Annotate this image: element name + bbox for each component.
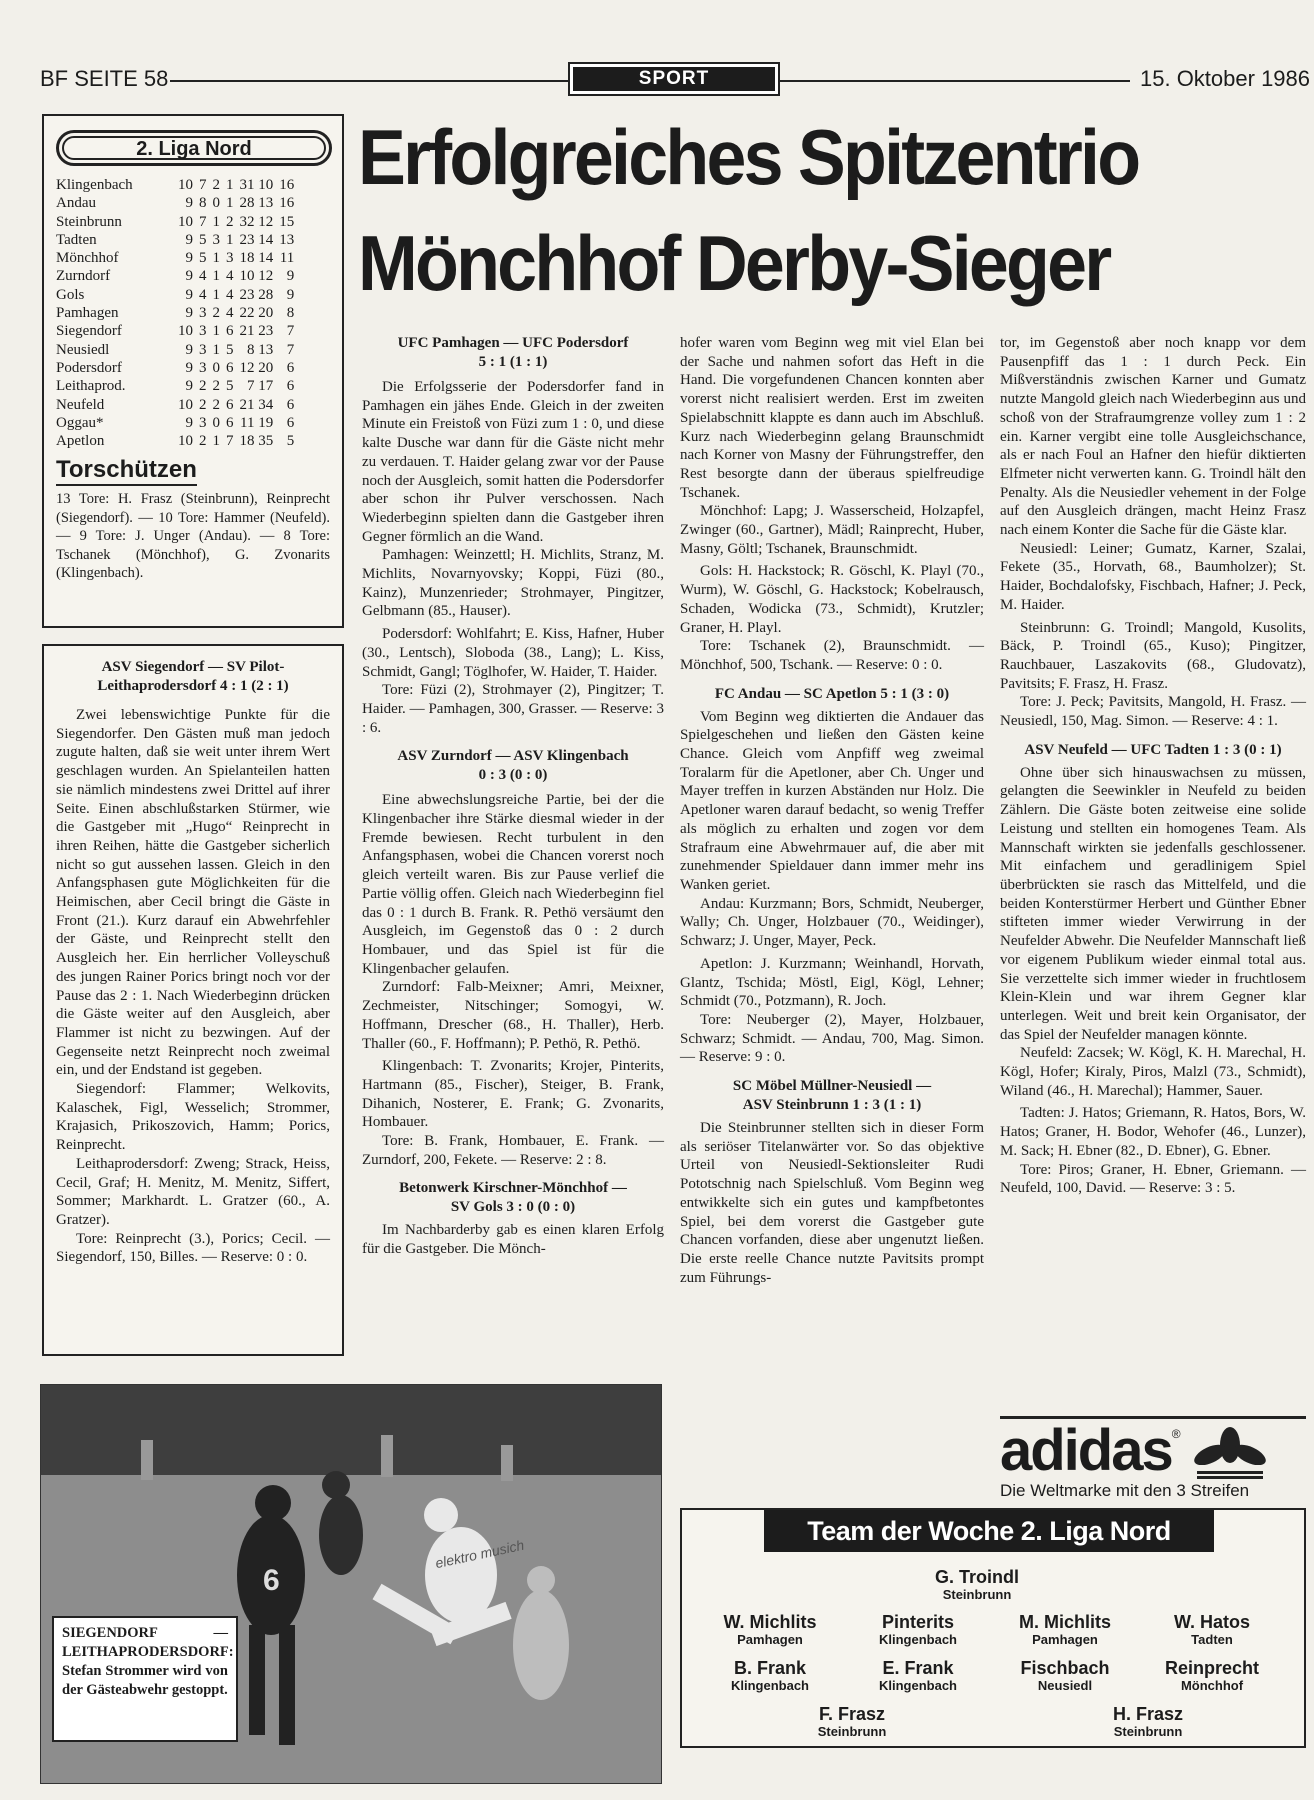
player-club: Steinbrunn — [817, 1724, 887, 1739]
player-card — [838, 1658, 998, 1694]
player-name: H. Frasz — [1112, 1704, 1184, 1724]
match-goals: Tore: Piros; Graner, H. Ebner, Griemann. — Neufeld, 100, David. — Reserve: 3 : 5. — [1000, 1161, 1306, 1197]
standings-l: 6 — [226, 359, 234, 376]
standings-pts: 7 — [286, 341, 295, 358]
standings-d: 0 — [212, 359, 220, 376]
player-club: Klingenbach — [878, 1632, 957, 1647]
lineup-away: Gols: H. Hackstock; R. Göschl, K. Playl (70., Wurm), W. Göschl, G. Hackstock; Kobelrausch, Schaden, Wodicka (73., Schmidt), Krutzler; Graner, H. Playl. — [680, 563, 984, 636]
player-club: Pamhagen — [1032, 1632, 1098, 1647]
standings-row — [56, 359, 294, 377]
standings-w: 4 — [199, 286, 207, 303]
standings-l: 2 — [226, 213, 234, 230]
standings-g: 10 — [178, 396, 193, 413]
standings-d: 1 — [212, 268, 220, 285]
column-3 — [680, 334, 984, 1287]
lineup-home: Pamhagen: Weinzettl; H. Michlits, Stranz, M. Michlits, Novarnyovsky; Koppi, Füzi (80., Kainz), Munzenrieder; Strohmayer, Pingitzer, Gelbmann (85., Hauser). — [362, 547, 664, 620]
match-report: Vom Beginn weg diktierten die Andauer das Spielgeschehen und ließen den Gästen keine Chance. Gleich vom Anpfiff weg zweimal Toralarm für die Apetloner, aber Ch. Unger und Mayer treffen in kurzen Abständen nur Holz. Die Apetloner waren darauf bedacht, so wenig Treffer als möglich zu erhalten und zogen vor dem Strafraum eine Abwehrmauer auf, die aber mit zunehmender Spieldauer dann immer mehr ins Wanken geriet. — [680, 708, 984, 893]
standings-l: 3 — [226, 250, 234, 267]
standings-w: 2 — [199, 433, 207, 450]
standings-w: 8 — [199, 195, 207, 212]
headline-line2: Mönchhof Derby-Sieger — [358, 219, 1110, 307]
shirt-sponsor-text: elektro musich — [433, 1536, 526, 1572]
standings-table — [56, 176, 294, 450]
player-club: Steinbrunn — [942, 1587, 1012, 1602]
standings-w: 7 — [199, 213, 207, 230]
standings-l: 4 — [226, 268, 234, 285]
player-name: M. Michlits — [1018, 1612, 1111, 1632]
match-report-continued: hofer waren vom Beginn weg mit viel Elan bei der Sache und nahmen sofort das Heft in die Hand. Die vorgefundenen Chancen konnten aber vorerst nicht realisiert werden. Erst im zweiten Spielabschnitt klappte es dann auch im Abschluß. Kurz nach Wiederbeginn gelang Braunschmidt nach Korner von Masny der Führungstreffer, den Rest besorgte dann der überaus spielfreudige Tschanek. — [680, 335, 984, 501]
match-title: Betonwerk Kirschner-Mönchhof — — [399, 1180, 627, 1197]
standings-d: 2 — [212, 378, 220, 395]
standings-l: 6 — [226, 414, 234, 431]
standings-w: 3 — [199, 305, 207, 322]
standings-goals: 10 12 — [239, 268, 274, 285]
standings-goals: 31 10 — [239, 177, 274, 193]
standings-g: 9 — [185, 378, 193, 395]
match-report: Die Erfolgsserie der Podersdorfer fand in Pamhagen ein jähes Ende. Gleich in der zweiten Minute ein Freistoß von Füzi zum 1 : 0, und diese kalte Dusche war dann für die Gäste nicht mehr zu verdauen. T. Haider gelang zwar vor der Pause noch der Ausgleich, somit hatten die Podersdorfer aber schon ihr Pulver verschossen. Nach Wiederbeginn spielten dann die Gastgeber ihren Gegner förmlich an die Wand. — [362, 379, 664, 545]
standings-goals: 7 17 — [247, 378, 274, 395]
standings-l: 4 — [226, 286, 234, 303]
player-name: G. Troindl — [935, 1567, 1019, 1587]
standings-row — [56, 176, 294, 194]
registered-mark: ® — [1171, 1427, 1181, 1441]
standings-d: 2 — [212, 177, 220, 193]
player-name: E. Frank — [882, 1658, 954, 1678]
match-title: ASV Siegendorf — SV Pilot-Leithaprodersdorf 4 : 1 (2 : 1) — [97, 659, 289, 694]
match-goals: Tore: B. Frank, Hombauer, E. Frank. — Zurndorf, 200, Fekete. — Reserve: 2 : 8. — [362, 1133, 664, 1168]
jersey-number: 6 — [263, 1564, 280, 1597]
standings-team: Andau — [56, 195, 96, 212]
lineup-away: Leithaprodersdorf: Zweng; Strack, Heiss, Cecil, Graf; H. Menitz, M. Menitz, Siffert, Sommer; Markhardt. L. Gratzer (60., A. Gratzer). — [56, 1155, 330, 1228]
lineup-away: Tadten: J. Hatos; Griemann, R. Hatos, Bors, W. Hatos; Graner, H. Bodor, Wehofer (46., Lunzer), M. Sack; H. Ebner (82., D. Ebner), G. Ebner. — [1000, 1105, 1306, 1159]
photo-caption: SIEGENDORF — LEITHAPRODERSDORF: Stefan Strommer wird von der Gästeabwehr gestoppt. — [52, 1616, 238, 1742]
player-name: F. Frasz — [818, 1704, 886, 1724]
standings-g: 9 — [185, 341, 193, 358]
standings-g: 10 — [178, 213, 193, 230]
standings-goals: 18 14 — [239, 250, 274, 267]
standings-pts: 16 — [279, 177, 295, 193]
player-club: Klingenbach — [730, 1678, 809, 1693]
standings-d: 3 — [212, 231, 220, 248]
standings-pts: 7 — [286, 323, 295, 340]
standings-pts: 6 — [286, 414, 295, 431]
lineup-away: Apetlon: J. Kurzmann; Weinhandl, Horvath, Glantz, Tschida; Möstl, Eigl, Kögl, Lehner; Schmidt (70., Potzmann), R. Joch. — [680, 955, 984, 1010]
standings-w: 5 — [199, 231, 207, 248]
standings-team: Tadten — [56, 231, 97, 248]
standings-row — [56, 213, 294, 231]
standings-team: Mönchhof — [56, 250, 119, 267]
standings-team: Oggau* — [56, 414, 104, 431]
standings-w: 4 — [199, 268, 207, 285]
standings-g: 9 — [185, 305, 193, 322]
standings-l: 6 — [226, 323, 234, 340]
standings-g: 9 — [185, 359, 193, 376]
player-name: Fischbach — [1020, 1658, 1110, 1678]
team-of-the-week-title: Team der Woche 2. Liga Nord — [764, 1510, 1214, 1552]
match-report: Ohne über sich hinauswachsen zu müssen, gelangten die Seewinkler in Neufeld zu beiden Zählern. Die Gäste boten zeitweise eine solide Leistung und stellten ein homogenes Team. Als Mannschaft wirkten sie jedenfalls geschlossener. Mit einfachem und geradlinigem Spiel überbrückten sie rasch das Mittelfeld, und die beiden Konterstürmer Herbert und Günther Ebner stifteten immer wieder Verwirrung in der Neufelder Abwehr. Die Neufelder Mannschaft ließ vor eigenem Publikum wieder einmal total aus. Sie verzettelte sich immer wieder in fruchtlosem Klein-Klein und war ihrem Gegner klar unterlegen. Weit und breit kein Organisator, der das Spiel der Neufelder managen könnte. — [1000, 764, 1306, 1043]
standings-row — [56, 194, 294, 212]
adidas-logo-text: adidas — [1000, 1418, 1172, 1483]
standings-pts: 5 — [286, 433, 295, 450]
standings-g: 10 — [178, 323, 193, 340]
player-club: Klingenbach — [878, 1678, 957, 1693]
standings-d: 2 — [212, 305, 220, 322]
scorers-text: 13 Tore: H. Frasz (Steinbrunn), Reinprecht (Siegendorf). — 10 Tore: Hammer (Neufeld). — 9 Tore: J. Unger (Andau). — 8 Tore: Tschanek (Mönchhof), G. Zvonarits (Klingenbach). — [56, 491, 330, 582]
standings-l: 5 — [226, 341, 234, 358]
standings-team: Podersdorf — [56, 359, 122, 376]
standings-g: 9 — [185, 195, 193, 212]
league-table-box — [42, 114, 344, 628]
standings-row — [56, 341, 294, 359]
headline-line1: Erfolgreiches Spitzentrio — [358, 113, 1139, 201]
standings-goals: 8 13 — [247, 341, 274, 358]
match-goals: Tore: Tschanek (2), Braunschmidt. — Mönchhof, 500, Tschank. — Reserve: 0 : 0. — [680, 638, 984, 673]
column-2 — [362, 334, 664, 1259]
standings-goals: 21 34 — [239, 396, 274, 413]
match-box-siegendorf — [42, 644, 344, 1356]
standings-d: 1 — [212, 323, 220, 340]
player-club: Mönchhof — [1180, 1678, 1244, 1693]
player-card — [690, 1658, 850, 1694]
standings-d: 1 — [212, 213, 220, 230]
section-label — [568, 62, 780, 96]
standings-team: Klingenbach — [56, 177, 133, 193]
player-card — [985, 1612, 1145, 1648]
standings-g: 9 — [185, 286, 193, 303]
league-title-pill — [56, 130, 332, 166]
standings-goals: 23 14 — [239, 231, 274, 248]
standings-pts: 9 — [286, 268, 295, 285]
player-card — [1132, 1658, 1292, 1694]
standings-team: Neufeld — [56, 396, 105, 413]
standings-row — [56, 267, 294, 285]
standings-team: Leithaprod. — [56, 378, 126, 395]
standings-g: 9 — [185, 414, 193, 431]
standings-w: 5 — [199, 250, 207, 267]
player-card — [690, 1612, 850, 1648]
player-card — [985, 1658, 1145, 1694]
player-name: Pinterits — [881, 1612, 955, 1632]
player-card — [897, 1567, 1057, 1603]
standings-row — [56, 231, 294, 249]
player-name: W. Michlits — [723, 1612, 817, 1632]
match-report: Zwei lebenswichtige Punkte für die Siegendorfer. Den Gästen muß man jedoch zugute halten, daß sie weit unter ihrem Wert geschlagen wurden. An Spielanteilen hatten sie nämlich mindestens zwei Drittel auf ihrer Seite. Einen abschlußstarken Stürmer, wie die Gastgeber mit „Hugo“ Reinprecht in ihren Reihen, hätte die Gastgeber sicherlich nicht so gut aussehen lassen. Gleich in den Anfangsphasen gute Möglichkeiten für die Heimischen, aber Cecil bringt die Gäste in Front (21.). Kurz darauf ein Abwehrfehler der Gäste, und Reinprecht stellt den Ausgleich her. Ein herrlicher Volleyschuß des jungen Rainer Porics bringt noch vor der Pause das 2 : 1. Nach Wiederbeginn drücken die Gäste weiter auf den Ausgleich, aber Flammer ist nicht zu bezwingen. Auf der Gegenseite netzt Reinprecht noch zweimal ein, und der Endstand ist gegeben. — [56, 707, 330, 1079]
standings-d: 1 — [212, 341, 220, 358]
standings-row — [56, 286, 294, 304]
standings-d: 2 — [212, 396, 220, 413]
standings-w: 3 — [199, 323, 207, 340]
player-card — [838, 1612, 998, 1648]
standings-l: 5 — [226, 378, 234, 395]
standings-team: Gols — [56, 286, 85, 303]
lineup-home: Zurndorf: Falb-Meixner; Amri, Meixner, Zechmeister, Nitschinger; Somogyi, W. Hoffmann, Drescher (68., H. Thaller), Herb. Thaller (60., F. Hoffmann); P. Pethö, R. Pethö. — [362, 979, 664, 1052]
player-card — [1132, 1612, 1292, 1648]
standings-goals: 22 20 — [239, 305, 274, 322]
page-number: BF SEITE 58 — [40, 66, 169, 91]
lineup-away: Klingenbach: T. Zvonarits; Krojer, Pinterits, Hartmann (85., Fischer), Steiger, B. Frank, Dihanich, Nosterer, E. Frank; G. Zvonarits, Hombauer. — [362, 1058, 664, 1131]
scorers-heading: Torschützen — [56, 456, 197, 486]
standings-w: 7 — [199, 177, 207, 193]
standings-l: 1 — [226, 231, 234, 248]
standings-team: Neusiedl — [56, 341, 110, 358]
standings-pts: 8 — [286, 305, 295, 322]
standings-goals: 23 28 — [239, 286, 274, 303]
adidas-slogan: Die Weltmarke mit den 3 Streifen — [1000, 1481, 1250, 1500]
column-4 — [1000, 334, 1306, 1198]
standings-g: 10 — [178, 433, 193, 450]
match-report: Eine abwechslungsreiche Partie, bei der die Klingenbacher ihre Stärke diesmal wieder in der Fremde bewiesen. Recht turbulent in den Anfangsphasen, wobei die Chancen vorerst noch gleich verteilt waren. Bis zur Pause verlief die Partie völlig offen. Gleich nach Wiederbeginn fiel das 0 : 1 durch B. Frank. R. Pethö versäumt den Ausgleich, im Gegenstoß das 0 : 2 durch Hombauer, und das Spiel ist für die Klingenbacher gelaufen. — [362, 792, 664, 977]
player-card — [772, 1704, 932, 1740]
standings-team: Siegendorf — [56, 323, 122, 340]
match-goals: Tore: Reinprecht (3.), Porics; Cecil. — Siegendorf, 150, Billes. — Reserve: 0 : 0. — [56, 1230, 330, 1266]
match-title: UFC Pamhagen — UFC Podersdorf — [397, 335, 629, 351]
lineup-away: Podersdorf: Wohlfahrt; E. Kiss, Hafner, Huber (30., Lentsch), Sloboda (38., Lang); L. Kiss, Schmidt, Gangl; Töglhofer, W. Haider, T. Haider. — [362, 626, 664, 680]
standings-g: 10 — [178, 177, 193, 193]
standings-team: Pamhagen — [56, 305, 119, 322]
issue-date: 15. Oktober 1986 — [1140, 66, 1311, 91]
player-name: Reinprecht — [1164, 1658, 1260, 1678]
header-rule-right — [780, 80, 1130, 82]
standings-goals: 32 12 — [239, 213, 274, 230]
standings-pts: 15 — [279, 213, 295, 230]
player-name: W. Hatos — [1173, 1612, 1250, 1632]
standings-w: 3 — [199, 414, 207, 431]
standings-goals: 28 13 — [239, 195, 274, 212]
standings-row — [56, 414, 294, 432]
match-title: SC Möbel Müllner-Neusiedl — — [732, 1078, 932, 1095]
match-score: 0 : 3 (0 : 0) — [478, 767, 548, 784]
match-goals: Tore: Neuberger (2), Mayer, Holzbauer, Schwarz; Schmidt. — Andau, 700, Mag. Simon. — Reserve: 9 : 0. — [680, 1011, 984, 1066]
standings-goals: 18 35 — [239, 433, 274, 450]
lineup-home: Neufeld: Zacsek; W. Kögl, K. H. Marechal, H. Kögl, Hofer; Kiraly, Piros, Malzl (73., Schmidt), Wiland (46., H. Marechal); Hammer, Sauer. — [1000, 1045, 1306, 1099]
match-title: FC Andau — SC Apetlon 5 : 1 (3 : 0) — [714, 685, 950, 702]
standings-pts: 6 — [286, 378, 295, 395]
standings-l: 1 — [226, 177, 234, 193]
match-score: 5 : 1 (1 : 1) — [478, 354, 548, 370]
standings-g: 9 — [185, 250, 193, 267]
standings-team: Apetlon — [56, 433, 105, 450]
match-goals: Tore: J. Peck; Pavitsits, Mangold, H. Frasz. — Neusiedl, 150, Mag. Simon. — Reserve: 4 : 1. — [1000, 694, 1306, 730]
standings-w: 3 — [199, 359, 207, 376]
standings-row — [56, 432, 294, 450]
standings-g: 9 — [185, 231, 193, 248]
standings-d: 1 — [212, 433, 220, 450]
player-card — [1068, 1704, 1228, 1740]
standings-w: 3 — [199, 341, 207, 358]
match-goals: Tore: Füzi (2), Strohmayer (2), Pingitzer; T. Haider. — Pamhagen, 300, Grasser. — Reserve: 3 : 6. — [362, 682, 664, 736]
match-report: Die Steinbrunner stellten sich in dieser Form als seriöser Titelanwärter vor. So das objektive Urteil von Neusiedl-Sektionsleiter Rudi Pototschnig nach Spielschluß. Vom Beginn weg entwikkelte sich ein gutes und kampfbetontes Spiel, bei dem vorerst die Gastgeber gute Chancen vorfanden, diese aber ungenutzt ließen. Die erste reelle Chance nutzte Pavitsits prompt zum Führungs- — [680, 1120, 984, 1286]
match-score: SV Gols 3 : 0 (0 : 0) — [450, 1199, 576, 1216]
standings-w: 2 — [199, 378, 207, 395]
standings-pts: 16 — [279, 195, 295, 212]
standings-d: 0 — [212, 195, 220, 212]
player-club: Pamhagen — [737, 1632, 803, 1647]
player-name: B. Frank — [733, 1658, 807, 1678]
standings-l: 4 — [226, 305, 234, 322]
standings-g: 9 — [185, 268, 193, 285]
standings-row — [56, 304, 294, 322]
standings-pts: 13 — [279, 231, 295, 248]
standings-team: Zurndorf — [56, 268, 111, 285]
standings-row — [56, 377, 294, 395]
standings-row — [56, 396, 294, 414]
standings-l: 1 — [226, 195, 234, 212]
league-title: 2. Liga Nord — [62, 136, 326, 160]
standings-l: 7 — [226, 433, 234, 450]
match-report-continued: tor, im Gegenstoß aber noch knapp vor dem Pausenpfiff das 1 : 1 durch Peck. Ein Mißverständnis zwischen Karner und Gumatz nutzte Mangold gleich nach Wiederbeginn aus und schoß von der Strafraumgrenze volley zum 1 : 2 ein. Karner vergibt eine tolle Ausgleichschance, als er nach Foul an Hafner den hiefür diktierten Elfmeter nicht verwerten kann. G. Troindl hält den Penalty. Als die Neusiedler vehement in der Folge auf den Ausgleich drängen, macht Heinz Frasz nach einem Konter die Sache für die Gäste klar. — [1000, 335, 1306, 539]
player-club: Tadten — [1191, 1632, 1233, 1647]
adidas-advertisement — [1000, 1416, 1306, 1510]
match-score: ASV Steinbrunn 1 : 3 (1 : 1) — [742, 1097, 922, 1114]
standings-pts: 9 — [286, 286, 295, 303]
match-title: ASV Zurndorf — ASV Klingenbach — [397, 748, 629, 765]
standings-d: 1 — [212, 250, 220, 267]
lineup-home: Mönchhof: Lapg; J. Wasserscheid, Holzapfel, Zwinger (60., Gartner), Mädl; Rainprecht, Huber, Masny, Göltl; Tschanek, Braunschmidt. — [680, 503, 984, 557]
header-rule-left — [170, 80, 568, 82]
standings-row — [56, 249, 294, 267]
section-text: SPORT — [573, 67, 775, 91]
trefoil-logo-icon — [1193, 1425, 1267, 1481]
standings-goals: 11 19 — [240, 414, 274, 431]
standings-l: 6 — [226, 396, 234, 413]
player-club: Neusiedl — [1037, 1678, 1093, 1693]
lineup-away: Steinbrunn: G. Troindl; Mangold, Kusolits, Bäck, P. Troindl (65., Kuso); Pingitzer, Rauchbauer, Laszakovits (68., Gludovatz), Pavitsits; F. Frasz, H. Frasz. — [1000, 619, 1306, 692]
lineup-home: Neusiedl: Leiner; Gumatz, Karner, Szalai, Fekete (35., Horvath, 68., Baumholzer); St. Haider, Bochdalofsky, Fischbach, Hafner; J. Peck, M. Haider. — [1000, 540, 1306, 613]
lineup-home: Andau: Kurzmann; Bors, Schmidt, Neuberger, Wally; Ch. Unger, Holzbauer (70., Weidinger), Schwarz; J. Unger, Mayer, Peck. — [680, 895, 984, 950]
lineup-home: Siegendorf: Flammer; Welkovits, Kalaschek, Figl, Wesselich; Strommer, Krajasich, Prikoszovich, Hamm; Porics, Reinprecht. — [56, 1081, 330, 1154]
standings-pts: 6 — [286, 359, 295, 376]
standings-w: 2 — [199, 396, 207, 413]
standings-d: 0 — [212, 414, 220, 431]
standings-pts: 6 — [286, 396, 295, 413]
standings-team: Steinbrunn — [56, 213, 122, 230]
standings-d: 1 — [212, 286, 220, 303]
standings-goals: 12 20 — [239, 359, 274, 376]
match-report: Im Nachbarderby gab es einen klaren Erfolg für die Gastgeber. Die Mönch- — [362, 1222, 664, 1258]
standings-goals: 21 23 — [239, 323, 274, 340]
player-club: Steinbrunn — [1113, 1724, 1183, 1739]
match-title: ASV Neufeld — UFC Tadten 1 : 3 (0 : 1) — [1024, 741, 1282, 758]
standings-row — [56, 322, 294, 340]
standings-pts: 11 — [279, 250, 295, 267]
